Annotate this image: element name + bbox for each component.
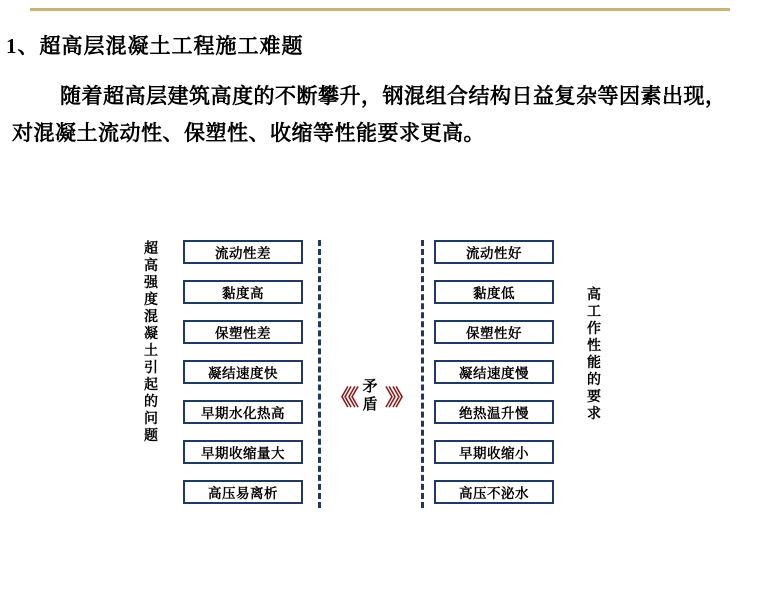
list-item: 保塑性好 bbox=[434, 320, 554, 344]
list-item: 保塑性差 bbox=[183, 320, 303, 344]
left-axis-label: 超 高 强 度 混 凝 土 引 起 的 问 题 bbox=[144, 240, 158, 443]
list-item: 绝热温升慢 bbox=[434, 400, 554, 424]
list-item: 早期收缩小 bbox=[434, 440, 554, 464]
right-dashed-divider bbox=[421, 240, 424, 508]
list-item: 流动性差 bbox=[183, 240, 303, 264]
center-contradiction-marker bbox=[330, 366, 410, 426]
list-item: 早期收缩量大 bbox=[183, 440, 303, 464]
right-items-column bbox=[434, 240, 554, 520]
left-dashed-divider bbox=[318, 240, 321, 508]
list-item: 黏度高 bbox=[183, 280, 303, 304]
center-label: 矛 盾 bbox=[362, 378, 378, 413]
list-item: 高压不泌水 bbox=[434, 480, 554, 504]
right-chevron-icon: 》》 bbox=[384, 384, 410, 410]
right-axis-label: 高 工 作 性 能 的 要 求 bbox=[587, 286, 601, 421]
contradiction-diagram bbox=[0, 228, 760, 538]
list-item: 黏度低 bbox=[434, 280, 554, 304]
list-item: 早期水化热高 bbox=[183, 400, 303, 424]
list-item: 凝结速度慢 bbox=[434, 360, 554, 384]
list-item: 凝结速度快 bbox=[183, 360, 303, 384]
top-divider bbox=[30, 8, 730, 11]
list-item: 高压易离析 bbox=[183, 480, 303, 504]
left-chevron-icon: 《《 bbox=[330, 384, 356, 410]
left-items-column bbox=[183, 240, 303, 520]
body-paragraph: 随着超高层建筑高度的不断攀升，钢混组合结构日益复杂等因素出现，对混凝土流动性、保塑性、收缩等性能要求更高。 bbox=[12, 84, 727, 145]
list-item: 流动性好 bbox=[434, 240, 554, 264]
page-title: 1、超高层混凝土工程施工难题 bbox=[6, 34, 304, 58]
